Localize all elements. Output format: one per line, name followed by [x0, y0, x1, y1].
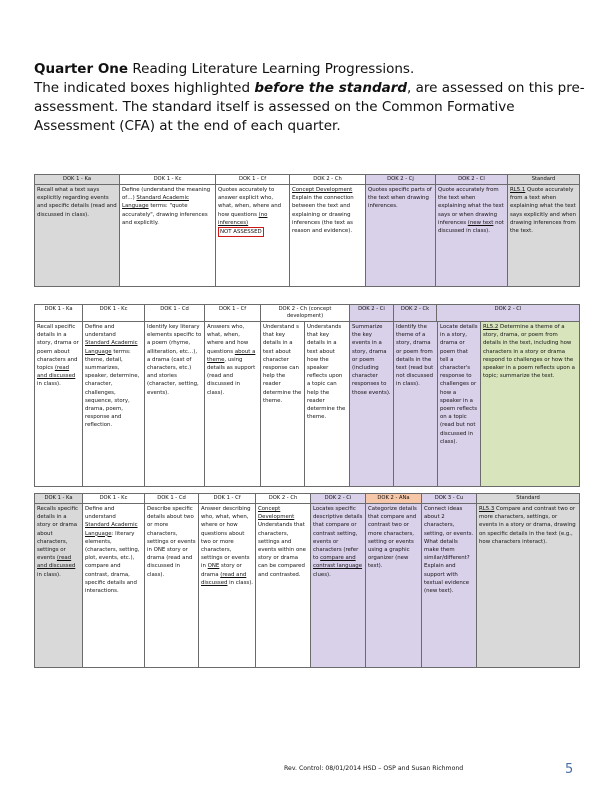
cell-answer-describing: Answer describing who, what, when, where or how questions about two or more characters, settings or events in ONE story or drama (read and discussed in class).: [199, 504, 256, 668]
header-cell: DOK 1 - Cd: [145, 494, 199, 504]
header-cell: DOK 2 - ANa: [366, 494, 422, 504]
header-cell: DOK 2 - Ch (concept development): [261, 305, 350, 487]
header-cell: DOK 1 - Kc: [120, 175, 216, 185]
header-cell: DOK 1 - Ka: [35, 494, 83, 504]
heading-text-b: , are assessed on this pre-assessment. The standard itself is assessed on the Common Formative Assessment (CFA) at the end of each quarter.: [34, 80, 585, 134]
cell-summarize: Summarize the key events in a story, drama or poem (including character responses to those events).: [350, 322, 394, 487]
cell-standard: RL5.3 Compare and contrast two or more characters, settings, or events in a story or drama, drawing on specific details in the text (e.g., how characters interact).: [477, 504, 580, 668]
header-cell: DOK 1 - Cf: [199, 494, 256, 504]
cell-identify-elements: Identify key literary elements specific to a poem (rhyme, alliteration, etc…), a drama (cast of characters, etc.) and stories (character, setting, events).: [145, 322, 205, 487]
page-heading: [34, 60, 594, 136]
cell-quotes-specific: Quotes specific parts of the text when drawing inferences.: [366, 185, 436, 287]
header-cell: DOK 3 - Cu: [422, 494, 477, 504]
cell-quotes-accurately: Quotes accurately to answer explicit who, what, when, where and how questions (no inferences) NOT ASSESSED: [216, 185, 290, 287]
header-cell: DOK 2 - Ck: [394, 305, 437, 487]
cell-understands-character: Understand s that key details in a text about character response can help the reader determine the theme.: [261, 322, 305, 487]
cell-describe: Describe specific details about two or more characters, settings or events in ONE story or drama (read and discussed in class).: [145, 504, 199, 668]
heading-title: Reading Literature Learning Progressions.: [128, 61, 415, 77]
heading-line-1: [34, 60, 594, 79]
header-cell: DOK 2 - Cj: [366, 175, 436, 185]
header-cell: Standard: [477, 494, 580, 504]
header-cell: DOK 2 - Cl: [437, 305, 580, 487]
page-number: 5: [565, 762, 574, 777]
cell-concept-development: Concept Development Understands that characters, settings and events within one story or drama can be compared and contrasted.: [256, 504, 311, 668]
header-cell: DOK 2 - Ci: [311, 494, 366, 504]
header-cell: DOK 1 - Cd: [145, 305, 205, 487]
heading-text-a: The indicated boxes highlighted: [34, 80, 255, 96]
not-assessed-box: NOT ASSESSED: [218, 227, 264, 237]
header-cell: DOK 2 - Ch: [256, 494, 311, 504]
cell-quote-new-text: Quote accurately from the text when explaining what the text says or when drawing inferences (new text not discussed in class).: [436, 185, 508, 287]
header-cell: DOK 2 - Ci: [350, 305, 394, 487]
header-cell: DOK 1 - Ka: [35, 305, 83, 487]
header-cell: DOK 2 - Cl: [436, 175, 508, 185]
cell-recall: Recalls specific details in a story or drama about characters, settings or events (read and discussed in class).: [35, 504, 83, 668]
heading-quarter: Quarter One: [34, 61, 129, 77]
revision-control: Rev. Control: 08/01/2014 HSD – OSP and Susan Richmond: [284, 765, 464, 772]
header-cell: Standard: [508, 175, 580, 185]
cell-identify-theme: Identify the theme of a story, drama or poem from details in the text (read but not discussed in class).: [394, 322, 438, 487]
heading-line-2: [34, 79, 594, 136]
cell-concept-development: Concept Development Explain the connection between the text and explaining or drawing inferences (the text as reason and evidence).: [290, 185, 366, 287]
cell-define: Define (understand the meaning of…) Standard Academic Language terms: "quote accurately", drawing inferences and explicitly.: [120, 185, 216, 287]
cell-recall: Recall specific details in a story, drama or poem about characters and topics (read and discussed in class).: [35, 322, 83, 487]
header-cell: DOK 1 - Cf: [205, 305, 261, 487]
progression-table-rl5-1: [34, 174, 580, 287]
cell-locates-details: Locates specific descriptive details that compare or contrast setting, events or characters (refer to compare and contrast language clues).: [311, 504, 366, 668]
heading-emphasis: before the standard: [254, 80, 408, 96]
cell-recall: Recall what a text says explicitly regarding events and specific details (read and discussed in class).: [35, 185, 120, 287]
cell-answers-theme: Answers who, what, when, where and how questions about a theme, using details as support (read and discussed in class).: [205, 322, 261, 487]
header-cell: DOK 2 - Ch: [290, 175, 366, 185]
cell-standard: RL5.1 Quote accurately from a text when explaining what the text says explicitly and when drawing inferences from the text.: [508, 185, 580, 287]
header-cell: DOK 1 - Ka: [35, 175, 120, 185]
progression-table-rl5-2-body: [34, 321, 580, 487]
cell-categorize: Categorize details that compare and contrast two or more characters, setting or events using a graphic organizer (new text).: [366, 504, 422, 668]
header-cell: DOK 1 - Cf: [216, 175, 290, 185]
cell-define: Define and understand Standard Academic Language terms: theme, detail, summarizes, speaker, determine, character, challenges, sequence, story, drama, poem, response and reflection.: [83, 322, 145, 487]
cell-connect-ideas: Connect ideas about 2 characters, setting, or events. What details make them similar/different? Explain and support with textual evidence (new text).: [422, 504, 477, 668]
cell-locate-details: Locate details in a story, drama or poem that tell a character's response to challenges or how a speaker in a poem reflects on a topic (read but not discussed in class).: [438, 322, 481, 487]
progression-table-rl5-3: [34, 493, 580, 668]
header-cell: DOK 1 - Kc: [83, 305, 145, 487]
cell-define: Define and understand Standard Academic Language: literary elements, (characters, setting, plot, events, etc.), compare and contrast, drama, specific details and interactions.: [83, 504, 145, 668]
header-cell: DOK 1 - Kc: [83, 494, 145, 504]
cell-understands-speaker: Understands that key details in a text about how the speaker reflects upon a topic can help the reader determine the theme.: [305, 322, 350, 487]
cell-standard: RL5.2 Determine a theme of a story, drama, or poem from details in the text, including how characters in a story or drama respond to challenges or how the speaker in a poem reflects upon a topic; summarize the text.: [481, 322, 580, 487]
